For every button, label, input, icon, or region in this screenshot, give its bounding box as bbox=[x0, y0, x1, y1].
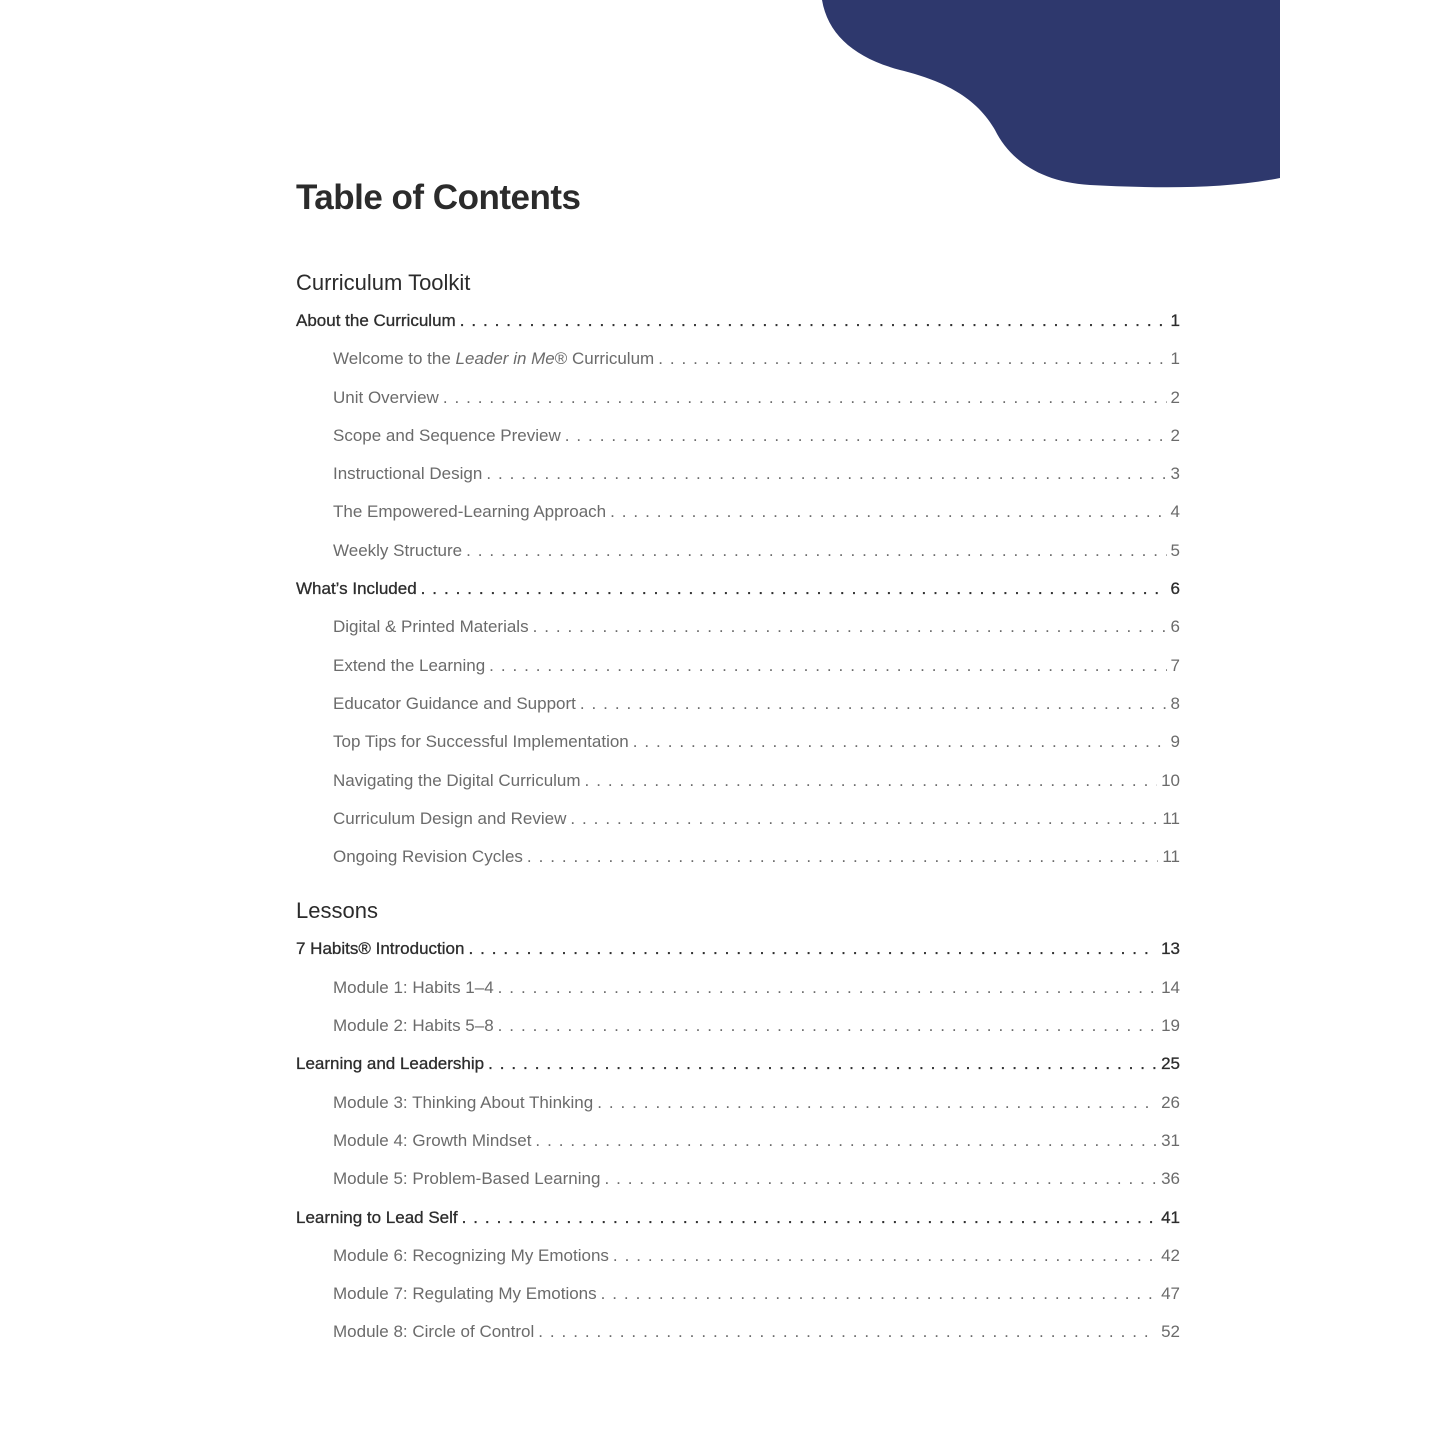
toc-entry-page-number: 6 bbox=[1170, 617, 1180, 637]
toc-entry-page-number: 41 bbox=[1161, 1207, 1180, 1227]
toc-entry-label: The Empowered-Learning Approach bbox=[333, 502, 607, 522]
toc-entry-subsection[interactable] bbox=[296, 493, 1180, 531]
toc-entry-page-number: 13 bbox=[1161, 939, 1180, 959]
toc-entry-label: What’s Included bbox=[296, 579, 417, 599]
dot-leader bbox=[601, 1275, 1157, 1313]
dot-leader bbox=[570, 800, 1158, 838]
toc-entry-label: Module 6: Recognizing My Emotions bbox=[333, 1245, 609, 1265]
toc-entry-label: Module 2: Habits 5–8 bbox=[333, 1016, 494, 1036]
toc-entry-label: Ongoing Revision Cycles bbox=[333, 847, 523, 867]
toc-entry-subsection[interactable] bbox=[296, 532, 1180, 570]
toc-entry-page-number: 1 bbox=[1170, 311, 1180, 330]
toc-entry-page-number: 9 bbox=[1170, 732, 1180, 752]
toc-entry-label: Unit Overview bbox=[333, 387, 439, 407]
toc-entry-subsection[interactable] bbox=[296, 1084, 1180, 1122]
toc-entry-subsection[interactable] bbox=[296, 685, 1180, 723]
dot-leader bbox=[535, 1122, 1157, 1160]
section-title: Curriculum Toolkit bbox=[296, 270, 471, 295]
dot-leader bbox=[498, 969, 1157, 1007]
toc-entry-label: Weekly Structure bbox=[333, 540, 463, 560]
toc-entry-page-number: 4 bbox=[1170, 502, 1180, 522]
toc-entry-label: Module 7: Regulating My Emotions bbox=[333, 1284, 597, 1304]
section-title: Lessons bbox=[296, 898, 378, 924]
toc-entry-subsection[interactable] bbox=[296, 838, 1180, 876]
toc-entry-label: Welcome to the Leader in Me® Curriculum bbox=[333, 349, 655, 369]
dot-leader bbox=[468, 930, 1157, 968]
toc-entry-subsection[interactable] bbox=[296, 723, 1180, 761]
toc-entry-page-number: 3 bbox=[1170, 464, 1180, 484]
dot-leader bbox=[498, 1007, 1157, 1045]
toc-entry-subsection[interactable] bbox=[296, 340, 1180, 378]
toc-entry-label: Top Tips for Successful Implementation bbox=[333, 732, 629, 752]
toc-entry-chapter[interactable] bbox=[296, 302, 1180, 340]
dot-leader bbox=[533, 608, 1167, 646]
toc-entry-subsection[interactable] bbox=[296, 1160, 1180, 1198]
toc-entry-subsection[interactable] bbox=[296, 647, 1180, 685]
dot-leader bbox=[421, 570, 1167, 608]
toc-entry-label: About the Curriculum bbox=[296, 311, 456, 330]
toc-entry-label: Module 4: Growth Mindset bbox=[333, 1130, 532, 1150]
dot-leader bbox=[604, 1160, 1157, 1198]
toc-entry-subsection[interactable] bbox=[296, 1313, 1180, 1351]
toc-entry-subsection[interactable] bbox=[296, 417, 1180, 455]
toc-entry-subsection[interactable] bbox=[296, 1275, 1180, 1313]
dot-leader bbox=[460, 302, 1167, 340]
toc-entry-page-number: 26 bbox=[1161, 1092, 1180, 1112]
toc-entry-label: Educator Guidance and Support bbox=[333, 693, 576, 713]
toc-entry-page-number: 47 bbox=[1161, 1284, 1180, 1304]
toc-sections bbox=[296, 264, 1180, 1352]
toc-entry-page-number: 7 bbox=[1170, 655, 1180, 675]
dot-leader bbox=[610, 493, 1166, 531]
toc-entry-page-number: 2 bbox=[1170, 425, 1180, 445]
toc-entry-label: Learning and Leadership bbox=[296, 1054, 485, 1074]
toc-entry-label: Curriculum Design and Review bbox=[333, 808, 567, 828]
dot-leader bbox=[565, 417, 1167, 455]
toc-section bbox=[296, 264, 1180, 876]
toc-entry-subsection[interactable] bbox=[296, 455, 1180, 493]
dot-leader bbox=[466, 532, 1166, 570]
dot-leader bbox=[488, 1045, 1157, 1083]
toc-entry-page-number: 42 bbox=[1161, 1245, 1180, 1265]
dot-leader bbox=[633, 723, 1167, 761]
toc-entry-page-number: 25 bbox=[1161, 1054, 1180, 1074]
dot-leader bbox=[527, 838, 1158, 876]
toc-entry-label: Learning to Lead Self bbox=[296, 1207, 458, 1227]
toc-entry-page-number: 19 bbox=[1161, 1016, 1180, 1036]
toc-entry-chapter[interactable] bbox=[296, 570, 1180, 608]
toc-entry-label: Module 8: Circle of Control bbox=[333, 1322, 535, 1342]
toc-entry-chapter[interactable] bbox=[296, 930, 1180, 968]
toc-entry-page-number: 5 bbox=[1170, 540, 1180, 560]
toc-entry-page-number: 52 bbox=[1161, 1322, 1180, 1342]
dot-leader bbox=[613, 1237, 1157, 1275]
toc-entry-label: Module 5: Problem-Based Learning bbox=[333, 1169, 601, 1189]
toc-entry-page-number: 11 bbox=[1162, 847, 1180, 867]
dot-leader bbox=[580, 685, 1167, 723]
toc-entry-label: Digital & Printed Materials bbox=[333, 617, 529, 637]
toc-entry-page-number: 31 bbox=[1161, 1130, 1180, 1150]
toc-entry-label: Scope and Sequence Preview bbox=[333, 425, 561, 445]
toc-section bbox=[296, 892, 1180, 1351]
toc-entry-page-number: 10 bbox=[1161, 770, 1180, 790]
toc-entry-label: Navigating the Digital Curriculum bbox=[333, 770, 581, 790]
dot-leader bbox=[597, 1084, 1157, 1122]
toc-entry-page-number: 1 bbox=[1170, 349, 1180, 369]
toc-entry-label: Module 1: Habits 1–4 bbox=[333, 977, 494, 997]
toc-entry-page-number: 6 bbox=[1170, 579, 1180, 599]
toc-entry-page-number: 36 bbox=[1161, 1169, 1180, 1189]
toc-entry-subsection[interactable] bbox=[296, 608, 1180, 646]
toc-entry-page-number: 2 bbox=[1170, 387, 1180, 407]
toc-entry-page-number: 8 bbox=[1170, 693, 1180, 713]
toc-entry-subsection[interactable] bbox=[296, 800, 1180, 838]
toc-entry-subsection[interactable] bbox=[296, 1237, 1180, 1275]
toc-entry-page-number: 14 bbox=[1161, 977, 1180, 997]
dot-leader bbox=[489, 647, 1166, 685]
toc-entry-label: Instructional Design bbox=[333, 464, 483, 484]
toc-entry-chapter[interactable] bbox=[296, 1045, 1180, 1083]
toc-entry-label: Module 3: Thinking About Thinking bbox=[333, 1092, 594, 1112]
dot-leader bbox=[443, 379, 1167, 417]
toc-entry-subsection[interactable] bbox=[296, 1122, 1180, 1160]
toc-entry-subsection[interactable] bbox=[296, 1007, 1180, 1045]
dot-leader bbox=[486, 455, 1166, 493]
toc-entry-page-number: 11 bbox=[1162, 808, 1180, 828]
page-title: Table of Contents bbox=[296, 178, 581, 217]
dot-leader bbox=[462, 1199, 1157, 1237]
toc-entry-label: Extend the Learning bbox=[333, 655, 486, 675]
dot-leader bbox=[538, 1313, 1157, 1351]
toc-entry-label: 7 Habits® Introduction bbox=[296, 939, 465, 959]
toc-entry-subsection[interactable] bbox=[296, 379, 1180, 417]
toc-entry-subsection[interactable] bbox=[296, 762, 1180, 800]
dot-leader bbox=[585, 762, 1158, 800]
toc-entry-chapter[interactable] bbox=[296, 1199, 1180, 1237]
toc-content bbox=[296, 170, 1180, 1352]
toc-entry-subsection[interactable] bbox=[296, 969, 1180, 1007]
dot-leader bbox=[658, 340, 1166, 378]
